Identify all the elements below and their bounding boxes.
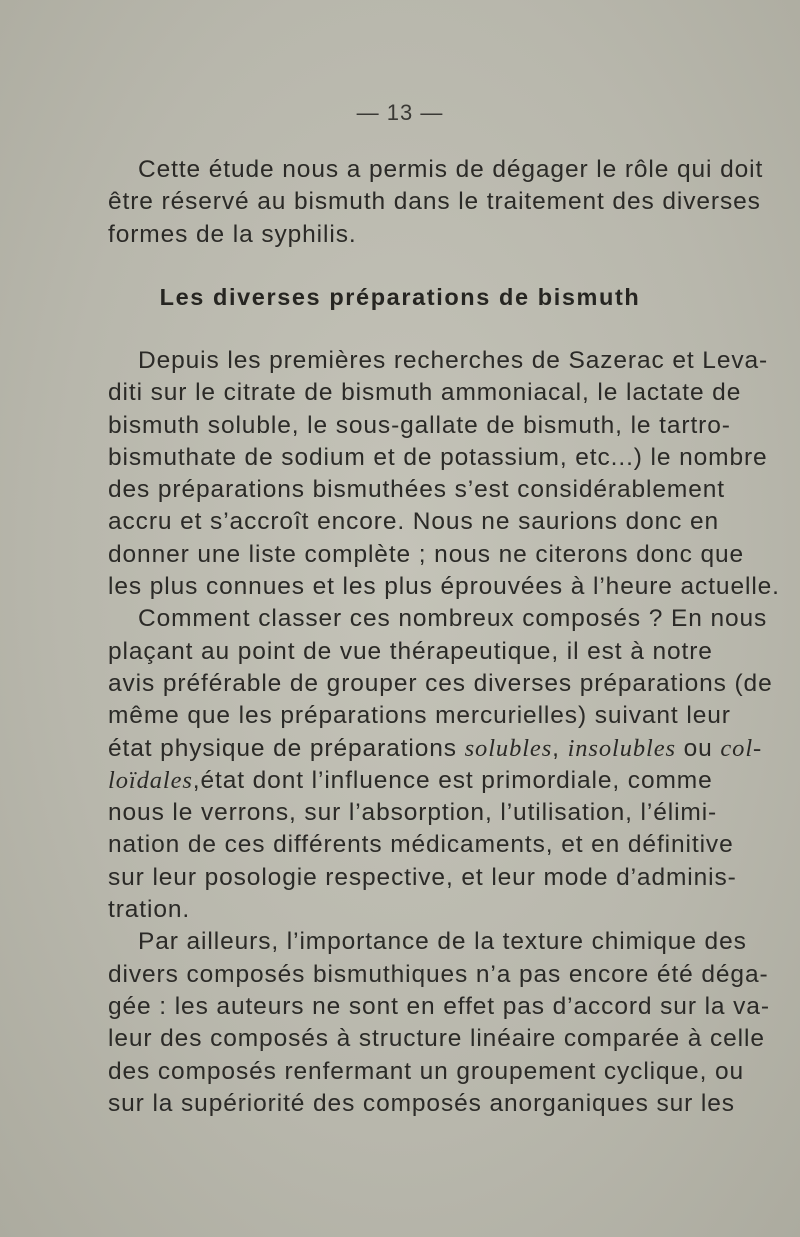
text-line: divers composés bismuthiques n’a pas encore été déga- (108, 960, 769, 988)
text-line: diti sur le citrate de bismuth ammoniacal, le lactate de (108, 379, 742, 407)
body-text (108, 345, 780, 1120)
text-line (108, 733, 763, 765)
text-line: des composés renfermant un groupement cyclique, ou (108, 1057, 745, 1085)
text-fragment: état physique de préparations (108, 734, 465, 762)
text-line: leur des composés à structure linéaire comparée à celle (108, 1025, 765, 1053)
text-line: sur leur posologie respective, et leur mode d’adminis- (108, 863, 737, 891)
text-line: les plus connues et les plus éprouvées à l’heure actuelle. (108, 573, 780, 601)
section-heading: Les diverses préparations de bismuth (159, 284, 641, 310)
text-fragment: ou (675, 734, 721, 762)
text-line: gée : les auteurs ne sont en effet pas d’accord sur la va- (108, 992, 770, 1020)
text-line: formes de la syphilis. (108, 220, 357, 248)
text-line: nous le verrons, sur l’absorption, l’utilisation, l’élimi- (108, 799, 718, 827)
intro-paragraph (108, 154, 764, 251)
text-line (108, 765, 713, 797)
italic-term: col- (720, 734, 763, 762)
text-fragment: ,état dont l’influence est primordiale, comme (192, 766, 713, 794)
text-line: Cette étude nous a permis de dégager le rôle qui doit (138, 156, 764, 183)
text-line: Depuis les premières recherches de Sazerac et Leva- (138, 347, 769, 374)
text-line: bismuthate de sodium et de potassium, etc...) le nombre (108, 443, 768, 471)
text-line: donner une liste complète ; nous ne citerons donc que (108, 540, 745, 568)
text-line: Comment classer ces nombreux composés ? En nous (138, 605, 768, 633)
text-line: accru et s’accroît encore. Nous ne saurions donc en (108, 508, 720, 536)
italic-term: solubles (464, 734, 553, 762)
text-line: plaçant au point de vue thérapeutique, il est à notre (108, 637, 713, 665)
text-line: avis préférable de grouper ces diverses préparations (de (108, 669, 773, 697)
text-line: être réservé au bismuth dans le traitement des diverses (108, 188, 761, 216)
text-line: tration. (108, 896, 191, 924)
italic-term: loïdales (108, 766, 193, 794)
text-fragment: , (552, 734, 568, 762)
text-line: sur la supériorité des composés anorganiques sur les (108, 1089, 735, 1117)
text-line: nation de ces différents médicaments, et en définitive (108, 831, 734, 859)
text-line: bismuth soluble, le sous-gallate de bismuth, le tartro- (108, 411, 731, 439)
page-number: — 13 — (356, 100, 444, 125)
text-line: des préparations bismuthées s’est considérablement (108, 476, 725, 504)
italic-term: insolubles (567, 734, 676, 762)
text-line: même que les préparations mercurielles) suivant leur (108, 702, 731, 730)
text-line: Par ailleurs, l’importance de la texture chimique des (138, 928, 747, 956)
